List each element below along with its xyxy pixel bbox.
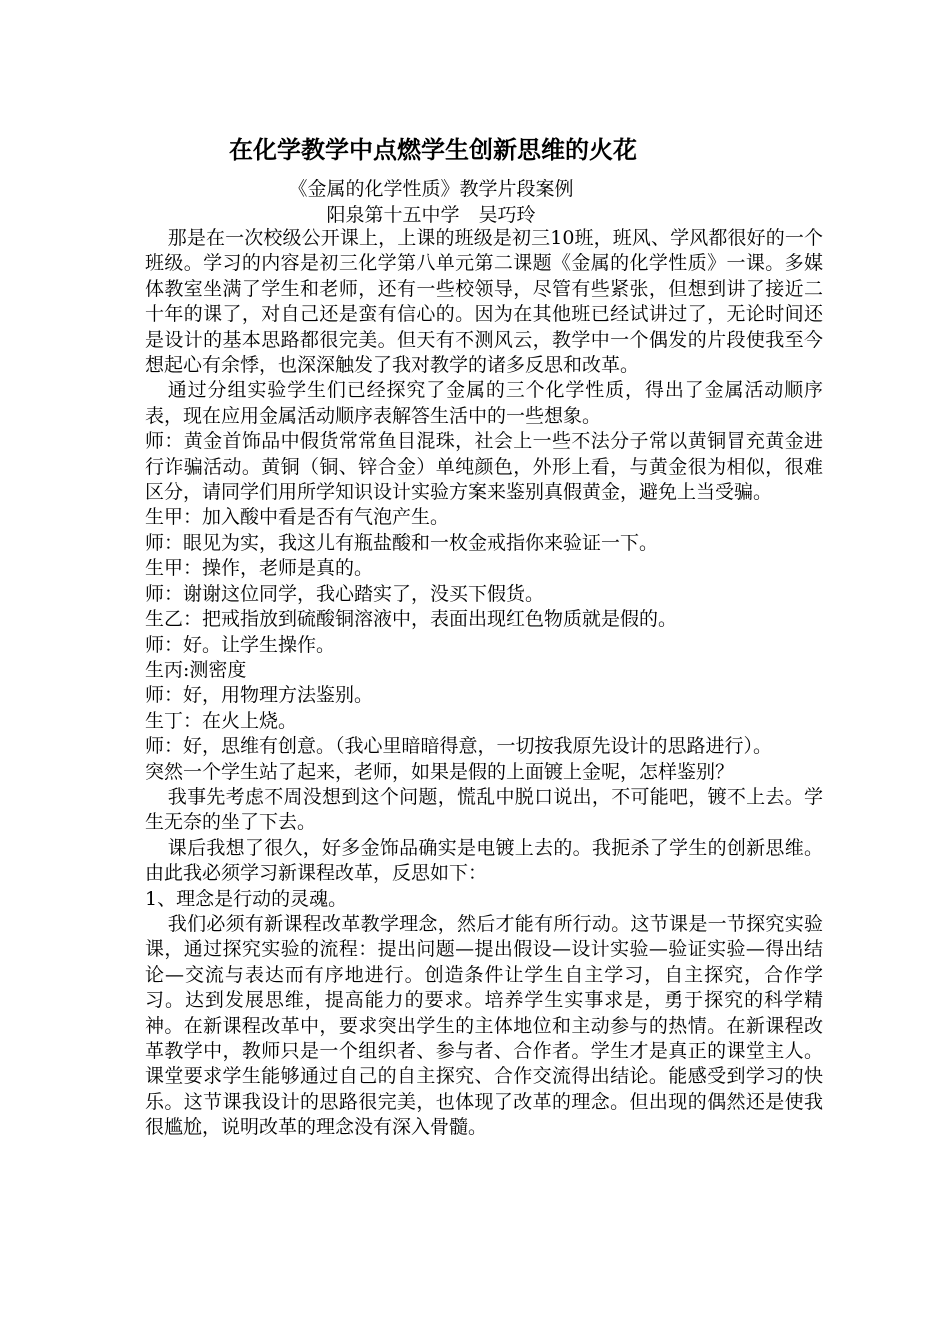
- paragraph: 课后我想了很久，好多金饰品确实是电镀上去的。我扼杀了学生的创新思维。由此我必须学习新课程改革，反思如下：: [145, 836, 823, 885]
- section-heading: 1、理念是行动的灵魂。: [145, 887, 348, 910]
- dialogue-line: 师：眼见为实，我这儿有瓶盐酸和一枚金戒指你来验证一下。: [145, 531, 659, 554]
- dialogue-line: 生丙:测密度: [145, 658, 247, 681]
- dialogue-line: 师：黄金首饰品中假货常常鱼目混珠，社会上一些不法分子常以黄铜冒充黄金进行诈骗活动。黄铜（铜、锌合金）单纯颜色，外形上看，与黄金很为相似，很难区分，请同学们用所学知识设计实验方案来鉴别真假黄金，避免上当受骗。: [145, 430, 823, 504]
- dialogue-line: 师：谢谢这位同学，我心踏实了，没买下假货。: [145, 582, 545, 605]
- dialogue-line: 生甲：加入酸中看是否有气泡产生。: [145, 506, 450, 529]
- document-body: [145, 226, 823, 1141]
- dialogue-line: 师：好。让学生操作。: [145, 633, 336, 656]
- paragraph: 通过分组实验学生们已经探究了金属的三个化学性质，得出了金属活动顺序表，现在应用金属活动顺序表解答生活中的一些想象。: [145, 379, 823, 427]
- dialogue-line: 师：好，用物理方法鉴别。: [145, 684, 374, 707]
- dialogue-line: 师：好，思维有创意。（我心里暗暗得意，一切按我原先设计的思路进行）。: [145, 735, 773, 758]
- paragraph: 突然一个学生站了起来，老师，如果是假的上面镀上金呢，怎样鉴别？: [145, 760, 735, 783]
- paragraph: 我事先考虑不周没想到这个问题，慌乱中脱口说出，不可能吧，镀不上去。学生无奈的坐了下去。: [145, 785, 823, 834]
- document-subtitle: 《金属的化学性质》教学片段案例: [288, 178, 574, 200]
- paragraph: 我们必须有新课程改革教学理念，然后才能有所行动。这节课是一节探究实验课，通过探究实验的流程：提出问题—提出假设—设计实验—验证实验—得出结论—交流与表达而有序地进行。创造条件让学生自主学习，自主探究，合作学习。达到发展思维，提高能力的要求。培养学生实事求是，勇于探究的科学精神。在新课程改革中，要求突出学生的主体地位和主动参与的热情。在新课程改革教学中，教师只是一个组织者、参与者、合作者。学生才是真正的课堂主人。课堂要求学生能够通过自己的自主探究、合作交流得出结论。能感受到学习的快乐。这节课我设计的思路很完美，也体现了改革的理念。但出现的偶然还是使我很尴尬，说明改革的理念没有深入骨髓。: [145, 912, 823, 1139]
- dialogue-line: 生甲：操作，老师是真的。: [145, 557, 374, 580]
- author-line: 阳泉第十五中学 吴巧玲: [326, 204, 536, 226]
- paragraph: 那是在一次校级公开课上，上课的班级是初三10班，班风、学风都很好的一个班级。学习的内容是初三化学第八单元第二课题《金属的化学性质》一课。多媒体教室坐满了学生和老师，还有一些校领导，尽管有些紧张，但想到讲了接近二十年的课了，对自己还是蛮有信心的。因为在其他班已经试讲过了，无论时间还是设计的基本思路都很完美。但天有不测风云，教学中一个偶发的片段使我至今想起心有余悸，也深深触发了我对教学的诸多反思和改革。: [145, 227, 823, 377]
- dialogue-line: 生丁：在火上烧。: [145, 709, 298, 732]
- dialogue-line: 生乙：把戒指放到硫酸铜溶液中，表面出现红色物质就是假的。: [145, 608, 678, 631]
- document-title: 在化学教学中点燃学生创新思维的火花: [229, 135, 637, 164]
